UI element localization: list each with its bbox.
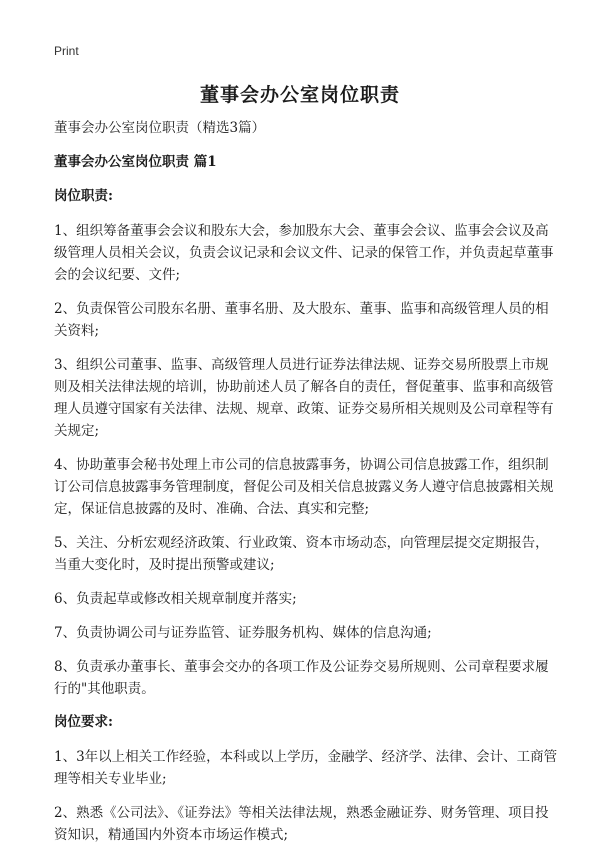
duties-heading: 岗位职责: — [54, 188, 113, 204]
document-subtitle: 董事会办公室岗位职责（精选3篇） — [54, 120, 266, 136]
document-title: 董事会办公室岗位职责 — [199, 84, 400, 106]
duty-item-8: 8、负责承办董事长、董事会交办的各项工作及公证券交易所规则、公司章程要求履行的"其他职责。 — [54, 659, 549, 697]
requirement-item-1: 1、3年以上相关工作经验，本科或以上学历，金融学、经济学、法律、会计、工商管理等相关专业毕业; — [54, 749, 558, 787]
article-heading: 董事会办公室岗位职责 篇1 — [54, 154, 217, 170]
document-body — [54, 118, 560, 858]
duty-item-4: 4、协助董事会秘书处理上市公司的信息披露事务，协调公司信息披露工作，组织制订公司信息披露事务管理制度，督促公司及相关信息披露义务人遵守信息披露相关规定，保证信息披露的及时、准确、合法、真实和完整; — [54, 457, 554, 517]
duty-item-7: 7、负责协调公司与证券监管、证券服务机构、媒体的信息沟通; — [54, 625, 432, 641]
duty-item-6: 6、负责起草或修改相关规章制度并落实; — [54, 591, 297, 607]
requirement-item-2: 2、熟悉《公司法》、《证券法》等相关法律法规，熟悉金融证券、财务管理、项目投资知识，精通国内外资本市场运作模式; — [54, 805, 549, 843]
print-link[interactable]: Print — [54, 44, 79, 58]
duty-item-2: 2、负责保管公司股东名册、董事名册、及大股东、董事、监事和高级管理人员的相关资料; — [54, 301, 549, 339]
duty-item-3: 3、组织公司董事、监事、高级管理人员进行证券法律法规、证券交易所股票上市规则及相关法律法规的培训，协助前述人员了解各自的责任，督促董事、监事和高级管理人员遵守国家有关法律、法规、规章、政策、证券交易所相关规则及公司章程等有关规定; — [54, 357, 554, 439]
duty-item-1: 1、组织筹备董事会会议和股东大会，参加股东大会、董事会会议、监事会会议及高级管理人员相关会议，负责会议记录和会议文件、记录的保管工作，并负责起草董事会的会议纪要、文件; — [54, 223, 554, 283]
duty-item-5: 5、关注、分析宏观经济政策、行业政策、资本市场动态，向管理层提交定期报告，当重大变化时，及时提出预警或建议; — [54, 535, 549, 573]
requirements-heading: 岗位要求: — [54, 714, 113, 730]
